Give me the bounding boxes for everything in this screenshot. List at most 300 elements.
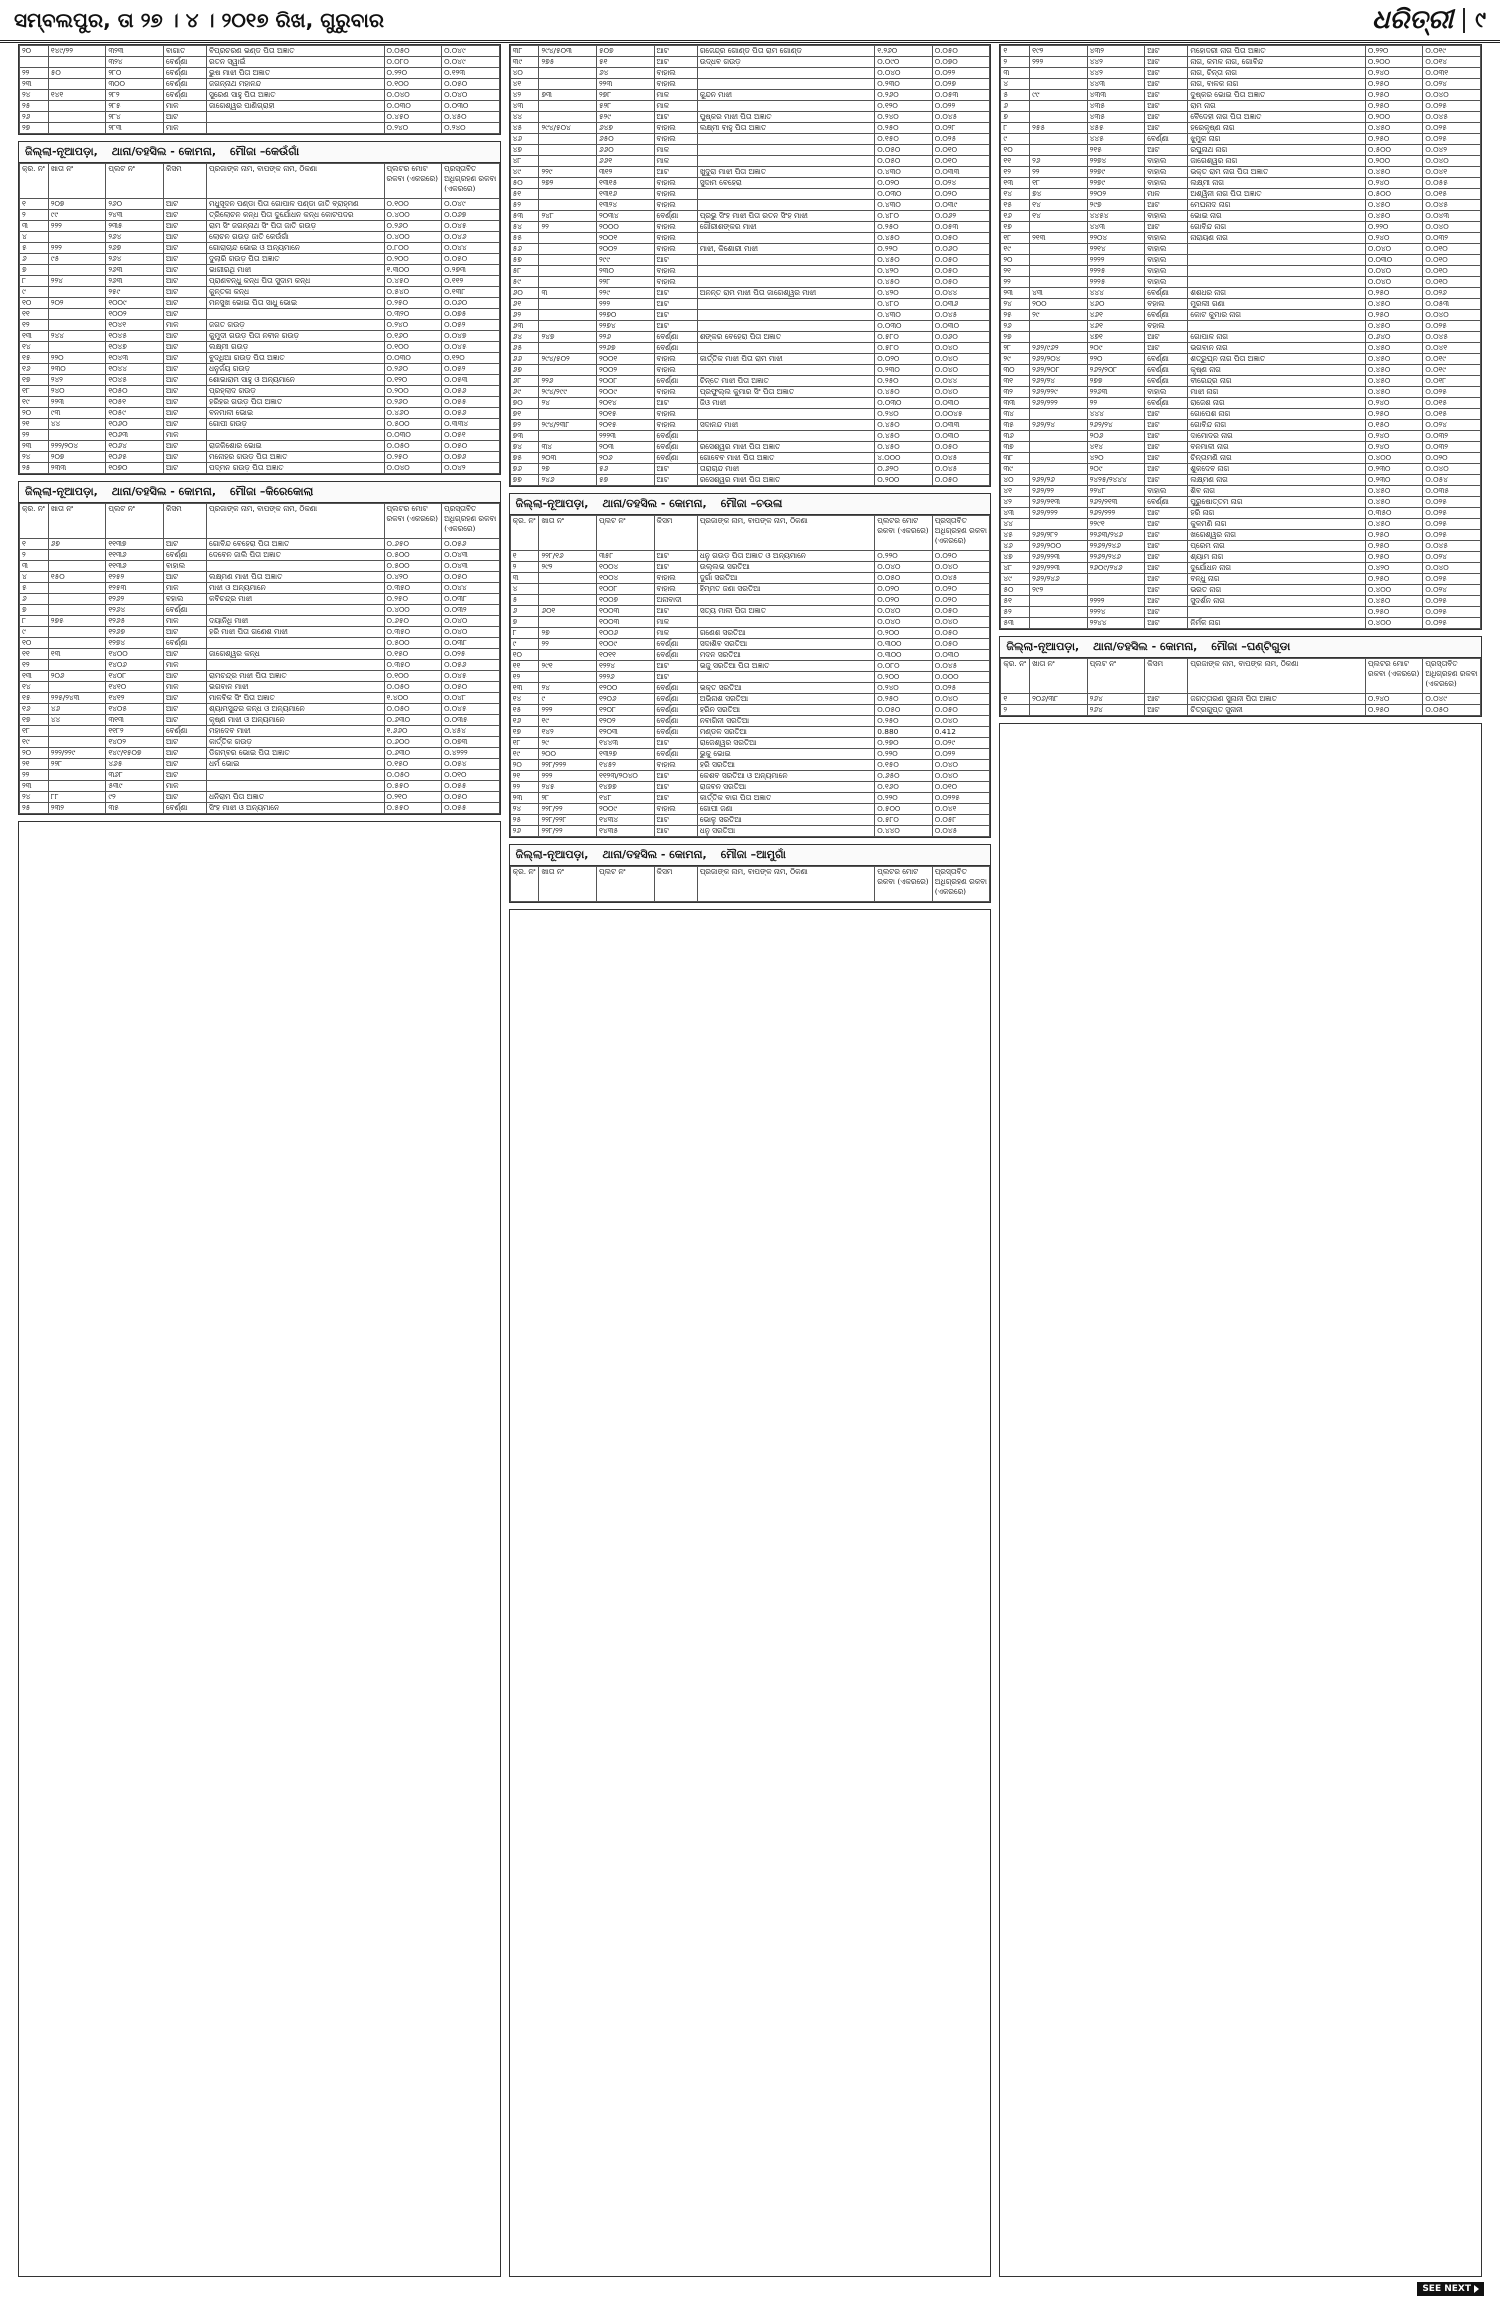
table-cell: ୬୪: [596, 68, 654, 79]
table-cell: ଆଟ: [163, 243, 206, 254]
table-row: [510, 101, 990, 112]
table-cell: [539, 134, 597, 145]
table-cell: ୦.୨୪୦: [384, 123, 442, 134]
table-cell: ୩୬: [1001, 431, 1030, 442]
table-cell: ଆଟ: [163, 463, 206, 474]
table-cell: [697, 343, 875, 354]
table-cell: ସଦାଶିବ ସରତିଆ: [697, 639, 875, 650]
table-cell: ୨୭: [539, 628, 597, 639]
table-cell: ୯: [539, 694, 597, 705]
table-cell: ୦.୦୨୫: [442, 649, 500, 660]
table-cell: ୦.୦୫୬: [442, 539, 500, 550]
table-row: [20, 309, 500, 320]
table-cell: ୦.୦୪୫: [1423, 541, 1481, 552]
table-cell: ବେର୍ଣ୍ଣା: [1145, 497, 1188, 508]
table-cell: ନାଗ, ବାଳକ ନାଗ: [1188, 79, 1366, 90]
table-cell: ୦.୪୨୦: [875, 288, 933, 299]
table-cell: ୨୬: [20, 112, 49, 123]
table-cell: ୦.୦୪୪: [932, 288, 990, 299]
table-row: [1001, 167, 1481, 178]
block-heading: [510, 494, 991, 515]
table-cell: ଖୁଦୁରା ମାଝୀ ପିତା ଅଜ୍ଞାତ: [697, 167, 875, 178]
table-cell: ବାହାଲ: [654, 123, 697, 134]
table-cell: [539, 101, 597, 112]
table-cell: ୯: [20, 287, 49, 298]
table-cell: ୭: [1001, 112, 1030, 123]
table-cell: ୦.୨୫୦: [1365, 574, 1423, 585]
table-cell: ରଘୁନାଥ ନାଗ: [1188, 145, 1366, 156]
table-cell: ମେଘନାଦ ନାଗ: [1188, 200, 1366, 211]
table-cell: ୨୨୦: [1087, 354, 1145, 365]
table-cell: ମାଳ: [163, 660, 206, 671]
table-cell: ୦.୫୮୦: [875, 343, 933, 354]
table-cell: ଆଟ: [654, 57, 697, 68]
table-cell: ୨୮୨: [106, 90, 164, 101]
table-cell: ଆଟ: [654, 606, 697, 617]
table-cell: ୧୦୦୬: [596, 628, 654, 639]
table-cell: ରାମ ସିଂ ଜଗନ୍ନାଥ ସିଂ ପିତା ଜାତି ଗଉଡ଼: [207, 221, 385, 232]
table-cell: ମାଝୀ, କିଶୋରୀ ମାଝୀ: [697, 244, 875, 255]
table-cell: ବାହାଲ: [1145, 156, 1188, 167]
table-cell: ୦.୦୪୦: [442, 90, 500, 101]
table-cell: ୦.୦୨୫: [1423, 123, 1481, 134]
table-cell: ଶୋଭାରାମ ସାହୁ ଓ ଅନ୍ୟମାନେ: [207, 375, 385, 386]
table-cell: ୦.୨୫୦: [875, 123, 933, 134]
table-cell: ମହାଦେବ ମାଝୀ: [207, 726, 385, 737]
table-cell: ୨୦୦୯: [596, 804, 654, 815]
table-row: [1001, 431, 1481, 442]
table-row: [1001, 409, 1481, 420]
table-cell: ୦.୦୪୧: [1423, 167, 1481, 178]
table-cell: ୧୨୫୩: [106, 583, 164, 594]
table-row: [1001, 398, 1481, 409]
thana-label: ଥାନା/ତହସିଲ - କୋମନା,: [111, 485, 217, 498]
table-cell: ବେର୍ଣ୍ଣା: [1145, 398, 1188, 409]
table-cell: ଆଟ: [163, 298, 206, 309]
table-cell: ବେର୍ଣ୍ଣା: [1145, 310, 1188, 321]
table-cell: ଆଟ: [163, 671, 206, 682]
table-cell: ୦.୨୨୦: [1365, 46, 1423, 57]
column-header: ପ୍ରସ୍ତାବିତ ଅଧିଗ୍ରହଣ ରକବା (ଏକରରେ): [442, 504, 500, 539]
table-cell: ବନ୍ଧୁ ନାଗ: [1188, 574, 1366, 585]
table-cell: ୫୭: [596, 475, 654, 486]
table-cell: [48, 101, 106, 112]
table-cell: ଆଟ: [163, 419, 206, 430]
table-row: [510, 244, 990, 255]
table-cell: ଲୋଚନ ଗଉଡ଼ ଜାତି କେଉଁଗାଁ: [207, 232, 385, 243]
table-cell: ୨୦୦୧: [596, 233, 654, 244]
table-cell: ୨୨୨/୨୨୯: [48, 748, 106, 759]
table-cell: [1030, 431, 1088, 442]
table-cell: ୦.୪୫୦: [875, 277, 933, 288]
table-cell: ୧୪୨: [539, 727, 597, 738]
table-cell: ଆଟ: [163, 232, 206, 243]
table-cell: [1030, 464, 1088, 475]
table-cell: ଗଜେନ୍ଦ୍ର ଗୋଣ୍ଡ ପିତା ରାମ ଗୋଣ୍ଡ: [697, 46, 875, 57]
table-row: [1001, 90, 1481, 101]
table-cell: ୫୩୯: [106, 781, 164, 792]
table-cell: ୬: [20, 594, 49, 605]
table-cell: ଗଣେଶ ସରତିଆ: [697, 628, 875, 639]
table-cell: [48, 561, 106, 572]
table-cell: ୨୦୩: [539, 453, 597, 464]
table-cell: [1030, 519, 1088, 530]
table-row: [20, 101, 500, 112]
table-row: [510, 727, 990, 738]
table-cell: ୦.୦୫୩: [442, 375, 500, 386]
table-cell: ୦.୦୨୦: [875, 178, 933, 189]
table-cell: ଆଟ: [1145, 607, 1188, 618]
table-cell: ୨୫୫: [1030, 123, 1088, 134]
table-cell: ପୁଷ୍କର ମାଝୀ ପିତା ଅଜ୍ଞାତ: [697, 112, 875, 123]
table-cell: ୨୫: [510, 815, 539, 826]
table-cell: ୦.୩୫୦: [1365, 508, 1423, 519]
table-cell: [48, 112, 106, 123]
table-cell: ଆଟ: [163, 210, 206, 221]
table-cell: ୦.୦୫୦: [932, 606, 990, 617]
table-row: [1001, 222, 1481, 233]
table-cell: ୦.୦୫୦: [384, 770, 442, 781]
column-header: ପ୍ରଜାଙ୍କ ନାମ, ବାପଙ୍କ ନାମ, ଠିକଣା: [697, 867, 875, 902]
table-cell: ୨୯୪/୨୩୮: [539, 420, 597, 431]
table-cell: ୨୨୨: [596, 299, 654, 310]
table-row: [1001, 596, 1481, 607]
table-cell: ୪୪: [1001, 519, 1030, 530]
table-cell: ଆଟ: [654, 782, 697, 793]
table-row: [20, 572, 500, 583]
table-cell: ଆଟ: [654, 661, 697, 672]
table-cell: ବୈଦେହୀ ନାଗ ପିତା ଅଜ୍ଞାତ: [1188, 112, 1366, 123]
table-cell: ୦.୦୪୩: [1423, 211, 1481, 222]
table-cell: ୨୨୨: [539, 771, 597, 782]
table-cell: ୦.୦୪୦: [1423, 563, 1481, 574]
table-cell: ୦.୦୪୦: [1365, 266, 1423, 277]
table-cell: ୦.୦୪୫: [442, 671, 500, 682]
block-heading: [19, 142, 500, 163]
table-cell: [697, 321, 875, 332]
table-cell: ୦.୦୨୨: [932, 749, 990, 760]
table-cell: ବାହାଲ: [654, 573, 697, 584]
table-cell: ୨୬୨/୨୮୨: [1030, 530, 1088, 541]
table-cell: ୨୨୨: [48, 243, 106, 254]
table-cell: ୨୪: [20, 90, 49, 101]
table-row: [1001, 497, 1481, 508]
table-cell: ୨୨: [20, 430, 49, 441]
table-row: [510, 705, 990, 716]
table-cell: ଜଗତ ଗଉଡ଼: [207, 320, 385, 331]
table-cell: ୪୪୨: [1087, 68, 1145, 79]
table-cell: ୦.୦୨୭: [932, 79, 990, 90]
table-row: [1001, 211, 1481, 222]
table-cell: ୦.୦୫୦: [932, 277, 990, 288]
table-row: [1001, 46, 1481, 57]
column-header: କ୍ର. ନଂ: [1001, 659, 1030, 694]
thana-label: ଥାନା/ତହସିଲ - କୋମନା,: [111, 145, 217, 158]
table-cell: [1030, 409, 1088, 420]
table-cell: ଆଟ: [1145, 596, 1188, 607]
table-cell: ୩୮: [1001, 453, 1030, 464]
table-cell: ୨୨୨: [48, 221, 106, 232]
table-cell: ୧୨୦୦: [596, 683, 654, 694]
table-cell: ୧୨୬୨: [106, 594, 164, 605]
table-cell: ୩୧: [1001, 376, 1030, 387]
table-cell: ବାହାଲ: [654, 354, 697, 365]
table-cell: ୧୪: [1030, 200, 1088, 211]
table-cell: ୦.୨୪୦: [442, 123, 500, 134]
table-cell: ୦.୫୮୦: [875, 332, 933, 343]
table-cell: ୨୨: [1030, 167, 1088, 178]
table-cell: ଭଜୁ ସରତିଆ ପିତା ଅଜ୍ଞାତ: [697, 661, 875, 672]
table-cell: ୦.୨୦୦: [384, 254, 442, 265]
table-cell: ୨୯୪/୫୦୨: [539, 354, 597, 365]
table-cell: [20, 57, 49, 68]
table-cell: [1030, 321, 1088, 332]
table-row: [20, 243, 500, 254]
table-cell: ୦.୦୪୦: [875, 606, 933, 617]
table-row: [20, 726, 500, 737]
table-cell: ଦୁଲାରି ଗଉଡ଼ ପିତା ଅଜ୍ଞାତ: [207, 254, 385, 265]
table-cell: ୫୨: [510, 200, 539, 211]
table-cell: ୦.୪୬୦: [384, 408, 442, 419]
table-cell: କୁନ୍ଦନ ମାଝୀ: [697, 90, 875, 101]
table-cell: ବାହାଲ: [654, 233, 697, 244]
table-cell: ୦.୦୫୫: [442, 397, 500, 408]
table-row: [20, 550, 500, 561]
table-cell: ୧.୪୦୦: [384, 693, 442, 704]
table-cell: ୨୭: [20, 123, 49, 134]
column-header: ଖାତା ନଂ: [48, 164, 106, 199]
table-cell: ବେର୍ଣ୍ଣା: [654, 431, 697, 442]
table-cell: ୬୩: [510, 321, 539, 332]
table-cell: ୦.୦୫୦: [932, 628, 990, 639]
table-cell: ୦.୪୫୦: [384, 112, 442, 123]
table-cell: ୧୩୧୫: [596, 178, 654, 189]
table-row: [20, 397, 500, 408]
table-cell: ବାହାଲ: [654, 365, 697, 376]
table-cell: ୨୨୬: [539, 376, 597, 387]
table-cell: ୦.୦୨୦: [932, 595, 990, 606]
table-cell: ୧୯: [20, 397, 49, 408]
table-cell: ୫୪: [510, 222, 539, 233]
table-cell: [48, 320, 106, 331]
see-next-button[interactable]: [1417, 2282, 1484, 2296]
table-cell: ୦.୦୫୬: [442, 660, 500, 671]
column-header: କ୍ର. ନଂ: [20, 504, 49, 539]
table-cell: [1030, 596, 1088, 607]
table-cell: [48, 737, 106, 748]
table-cell: ଆଟ: [654, 299, 697, 310]
table-row: [20, 232, 500, 243]
table-row: [20, 386, 500, 397]
land-table: [510, 515, 991, 837]
table-row: [1001, 365, 1481, 376]
land-notice-block: [509, 493, 992, 838]
table-cell: ବାହାଲ: [654, 134, 697, 145]
table-cell: ୩୦: [1001, 365, 1030, 376]
table-cell: ବହାଲ: [1145, 321, 1188, 332]
table-cell: [48, 123, 106, 134]
table-cell: ୦.୪୫୦: [875, 420, 933, 431]
table-cell: ମଦନ ସରତିଆ: [697, 650, 875, 661]
table-cell: ୧୪: [20, 342, 49, 353]
table-cell: ୨୬୨/୨୨୨: [1087, 508, 1145, 519]
table-cell: [539, 595, 597, 606]
table-cell: ୯୨: [106, 792, 164, 803]
table-cell: ୪୮: [1001, 563, 1030, 574]
table-cell: ୦.୦୨୫: [1423, 101, 1481, 112]
table-cell: ୦.୦୫୦: [442, 441, 500, 452]
table-row: [20, 298, 500, 309]
table-cell: ମାଳ: [654, 145, 697, 156]
table-cell: ବେର୍ଣ୍ଣା: [163, 57, 206, 68]
table-row: [510, 562, 990, 573]
table-cell: ମନସୁଖ ଭୋଇ ପିତା ସାଧୁ ଭୋଇ: [207, 298, 385, 309]
table-cell: ୫: [510, 595, 539, 606]
table-header-row: [20, 504, 500, 539]
table-cell: ୯: [1001, 134, 1030, 145]
table-cell: ୨୬୦୯/୨୪୬: [1087, 563, 1145, 574]
table-cell: ସୁଦର୍ଶନ ନାଗ: [1188, 596, 1366, 607]
table-cell: [539, 672, 597, 683]
table-cell: ବାହାଲ: [1145, 211, 1188, 222]
table-cell: ୦.୬୪୦: [1365, 332, 1423, 343]
table-row: [1001, 68, 1481, 79]
table-cell: ୨୨୩: [48, 397, 106, 408]
table-cell: [207, 123, 385, 134]
table-row: [20, 287, 500, 298]
table-cell: ୦.୧୧୨: [442, 276, 500, 287]
table-cell: ୧୨୬୭: [106, 627, 164, 638]
table-cell: ୨୬୨/୨୦୮: [1030, 365, 1088, 376]
table-cell: ୨୦: [510, 760, 539, 771]
table-cell: ବେର୍ଣ୍ଣା: [654, 211, 697, 222]
table-cell: ୦.୦୩୨: [1423, 442, 1481, 453]
table-cell: ୪୬: [510, 134, 539, 145]
table-cell: ୨୬୨/୨୪: [1030, 420, 1088, 431]
table-cell: ୨୧: [1001, 266, 1030, 277]
table-cell: ଆଟ: [163, 649, 206, 660]
table-cell: ୦.୦୨୫: [1423, 508, 1481, 519]
table-cell: ୨୫: [20, 803, 49, 814]
table-cell: ୦.୦୪୫: [932, 112, 990, 123]
table-cell: ୦.୦୪୫: [932, 661, 990, 672]
table-cell: [539, 68, 597, 79]
table-cell: ଆଟ: [654, 475, 697, 486]
table-row: [20, 199, 500, 210]
table-cell: [539, 244, 597, 255]
land-notice-block: [18, 481, 501, 815]
table-cell: ୨: [20, 550, 49, 561]
table-row: [510, 738, 990, 749]
table-cell: ୧୩୧୬: [596, 189, 654, 200]
table-cell: ୦.୦୪୩: [442, 561, 500, 572]
table-cell: ୦.୨୦୦: [875, 672, 933, 683]
table-cell: ୦.୬୨୦: [875, 464, 933, 475]
table-cell: ୦.୦୪୦: [384, 463, 442, 474]
table-row: [510, 793, 990, 804]
table-cell: ୦.୨୪୦: [1365, 694, 1423, 705]
table-cell: ୪୪୨: [1087, 57, 1145, 68]
table-row: [1001, 321, 1481, 332]
table-cell: ୧୫: [1001, 200, 1030, 211]
table-row: [20, 90, 500, 101]
table-cell: ୧୪: [1001, 189, 1030, 200]
table-cell: ୦.୧୫୦: [384, 649, 442, 660]
mouza-label: ମୌଜା –କିରେକୋଲା: [230, 485, 314, 498]
table-cell: [1030, 277, 1088, 288]
table-cell: ୦.୪୩୦: [875, 310, 933, 321]
table-cell: ୦.୦୫୨: [442, 364, 500, 375]
table-cell: ଆଟ: [163, 704, 206, 715]
table-cell: ୦.୦୩୯: [932, 200, 990, 211]
table-row: [1001, 541, 1481, 552]
table-cell: ବନମାଳୀ ନାଗ: [1188, 442, 1366, 453]
table-row: [510, 749, 990, 760]
table-cell: ୧୮: [20, 386, 49, 397]
table-row: [510, 442, 990, 453]
table-cell: ୧.୨୬୦: [875, 46, 933, 57]
table-cell: ୦.୨୫୦: [384, 452, 442, 463]
table-row: [20, 583, 500, 594]
table-cell: ୨୦୨: [48, 298, 106, 309]
table-cell: ୦.୨୫୦: [875, 222, 933, 233]
table-cell: ୦.୨୦୦: [1365, 57, 1423, 68]
table-cell: ୧୨୨୪: [596, 661, 654, 672]
table-cell: ଶଶଧର ନାଗ: [1188, 288, 1366, 299]
table-cell: ୦.୨୫୦: [1365, 530, 1423, 541]
table-cell: ୨୯୪/୨୯୯: [539, 387, 597, 398]
table-cell: ୫୩: [1001, 618, 1030, 629]
table-cell: ୩: [20, 221, 49, 232]
table-row: [510, 343, 990, 354]
table-row: [20, 539, 500, 550]
table-cell: ୦.୪୫୦: [1365, 365, 1423, 376]
table-cell: ୪୯: [1001, 574, 1030, 585]
table-cell: ୦.୦୪୦: [1423, 464, 1481, 475]
table-cell: [207, 309, 385, 320]
table-cell: ୧୦୬୫: [106, 452, 164, 463]
table-cell: ୭୫: [510, 453, 539, 464]
table-cell: [207, 781, 385, 792]
table-cell: ୫୦: [510, 178, 539, 189]
table-cell: ୦.୧୫୦: [384, 759, 442, 770]
table-row: [510, 266, 990, 277]
table-cell: ଆଟ: [1145, 343, 1188, 354]
table-cell: ୦.୨୨୦: [1365, 222, 1423, 233]
table-cell: ୧୨: [20, 660, 49, 671]
table-row: [510, 376, 990, 387]
table-cell: ୬୦୧: [539, 606, 597, 617]
table-cell: ୨୨: [20, 68, 49, 79]
column-header: ପ୍ଲଟ ନଂ: [596, 516, 654, 551]
table-cell: ୧୮: [20, 726, 49, 737]
table-cell: ବେର୍ଣ୍ଣା: [654, 749, 697, 760]
table-cell: ୧୧: [20, 649, 49, 660]
table-cell: ୦.୨୩୦: [875, 365, 933, 376]
column-filler: [18, 821, 501, 2277]
table-cell: ୮୮: [48, 792, 106, 803]
table-cell: ୫୨: [1001, 607, 1030, 618]
table-row: [510, 123, 990, 134]
table-row: [1001, 332, 1481, 343]
table-cell: [48, 627, 106, 638]
table-cell: ୦.୨୫୦: [875, 376, 933, 387]
table-cell: ୬୪: [510, 332, 539, 343]
column-header: ପ୍ଲଟର ମୋଟ ରକବା (ଏକରରେ): [875, 867, 933, 902]
table-cell: ବେର୍ଣ୍ଣା: [654, 705, 697, 716]
table-row: [20, 79, 500, 90]
table-cell: [539, 409, 597, 420]
